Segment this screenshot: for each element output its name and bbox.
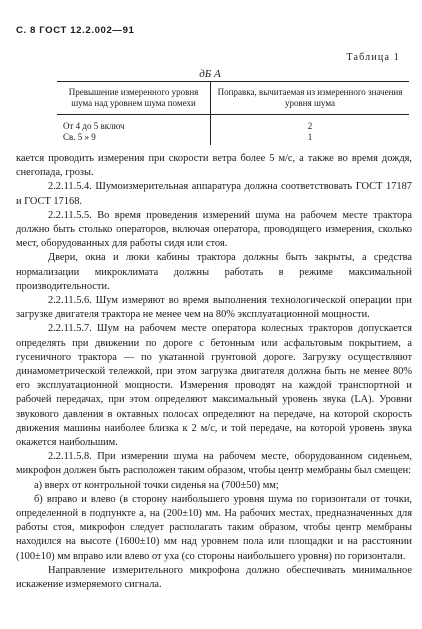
column-header-excess: Превышение измеренного уровня шума над уровнем шума помехи: [57, 82, 211, 115]
table-unit: [0, 67, 422, 81]
table-unit-text: дБ А: [199, 68, 221, 80]
paragraph-2-2-11-5-7: 2.2.11.5.7. Шум на рабочем месте оператора колесных тракторов допускается определять при движении по дороге с бетонным или асфальтовым покрытием, а гусеничного трактора — по укатанной грунтовой дороге. Загрузку осуществляют динамометрической тележкой, при этом загрузка двигателя должна быть не менее 80% его эксплуатационной мощности. Измерения проводят на каждой транспортной и рабочей передачах, при этом определяют максимальный уровень звука (LA). Уровни звукового давления в октавных полосах определяют на передаче, на которой скорость движения машины наиболее близка к 2 м/с, и той передаче, на которой уровень звука окажется наибольшим.: [16, 323, 412, 449]
table-cell-correction: 1: [307, 132, 313, 142]
paragraph-item-b: б) вправо и влево (в сторону наибольшего уровня шума по горизонтали от точки, определенной в подпункте а, на (200±10) мм. На рабочих местах, предназначенных для работы стоя, микрофон следует располагать таким образом, чтобы центр мембраны находился на высоте (1600±10) мм над уровнем пола или площадки и на расстоянии (100±10) мм вправо или влево от уха (со стороны наибольшего уровня) по горизонтали.: [16, 493, 412, 562]
paragraph-doors-windows: Двери, окна и люки кабины трактора должны быть закрыты, а средства нормализации микроклимата должны работать в режиме максимальной производительности.: [16, 252, 412, 292]
table-cell-correction: 2: [307, 121, 313, 131]
paragraph-item-a: а) вверх от контрольной точки сиденья на (700±50) мм;: [34, 479, 279, 491]
table-cell-range: Св. 5 » 9: [57, 132, 211, 145]
table-row: [57, 132, 409, 145]
table-header-row: [57, 82, 409, 115]
column-header-correction: Поправка, вычитаемая из измеренного значения уровня шума: [211, 82, 410, 115]
noise-correction-table: [57, 81, 409, 145]
body-text: [16, 152, 412, 592]
table-cell-range: От 4 до 5 включ: [57, 115, 211, 133]
page-header: С. 8 ГОСТ 12.2.002—91: [16, 25, 135, 36]
table-row: [57, 115, 409, 133]
paragraph-2-2-11-5-8: 2.2.11.5.8. При измерении шума на рабочем месте, оборудованном сиденьем, микрофон должен быть расположен таким образом, чтобы центр мембраны был смещен:: [16, 451, 412, 477]
table-label: Таблица 1: [346, 52, 400, 63]
paragraph-2-2-11-5-6: 2.2.11.5.6. Шум измеряют во время выполнения технологической операции при загрузке двигателя трактора не менее чем на 80% эксплуатационной мощности.: [16, 295, 412, 321]
paragraph-microphone-direction: Направление измерительного микрофона должно обеспечивать минимальное искажение измеряемого сигнала.: [16, 564, 412, 591]
paragraph-2-2-11-5-4: 2.2.11.5.4. Шумоизмерительная аппаратура должна соответствовать ГОСТ 17187 и ГОСТ 17168.: [16, 181, 412, 207]
paragraph-continuation: кается проводить измерения при скорости ветра более 5 м/с, а также во время дождя, снегопада, грозы.: [16, 153, 412, 179]
paragraph-2-2-11-5-5: 2.2.11.5.5. Во время проведения измерений шума на рабочем месте трактора должно быть столько операторов, включая оператора, проводящего измерения, сколько мест, оборудованных для работы сидя или стоя.: [16, 209, 412, 250]
